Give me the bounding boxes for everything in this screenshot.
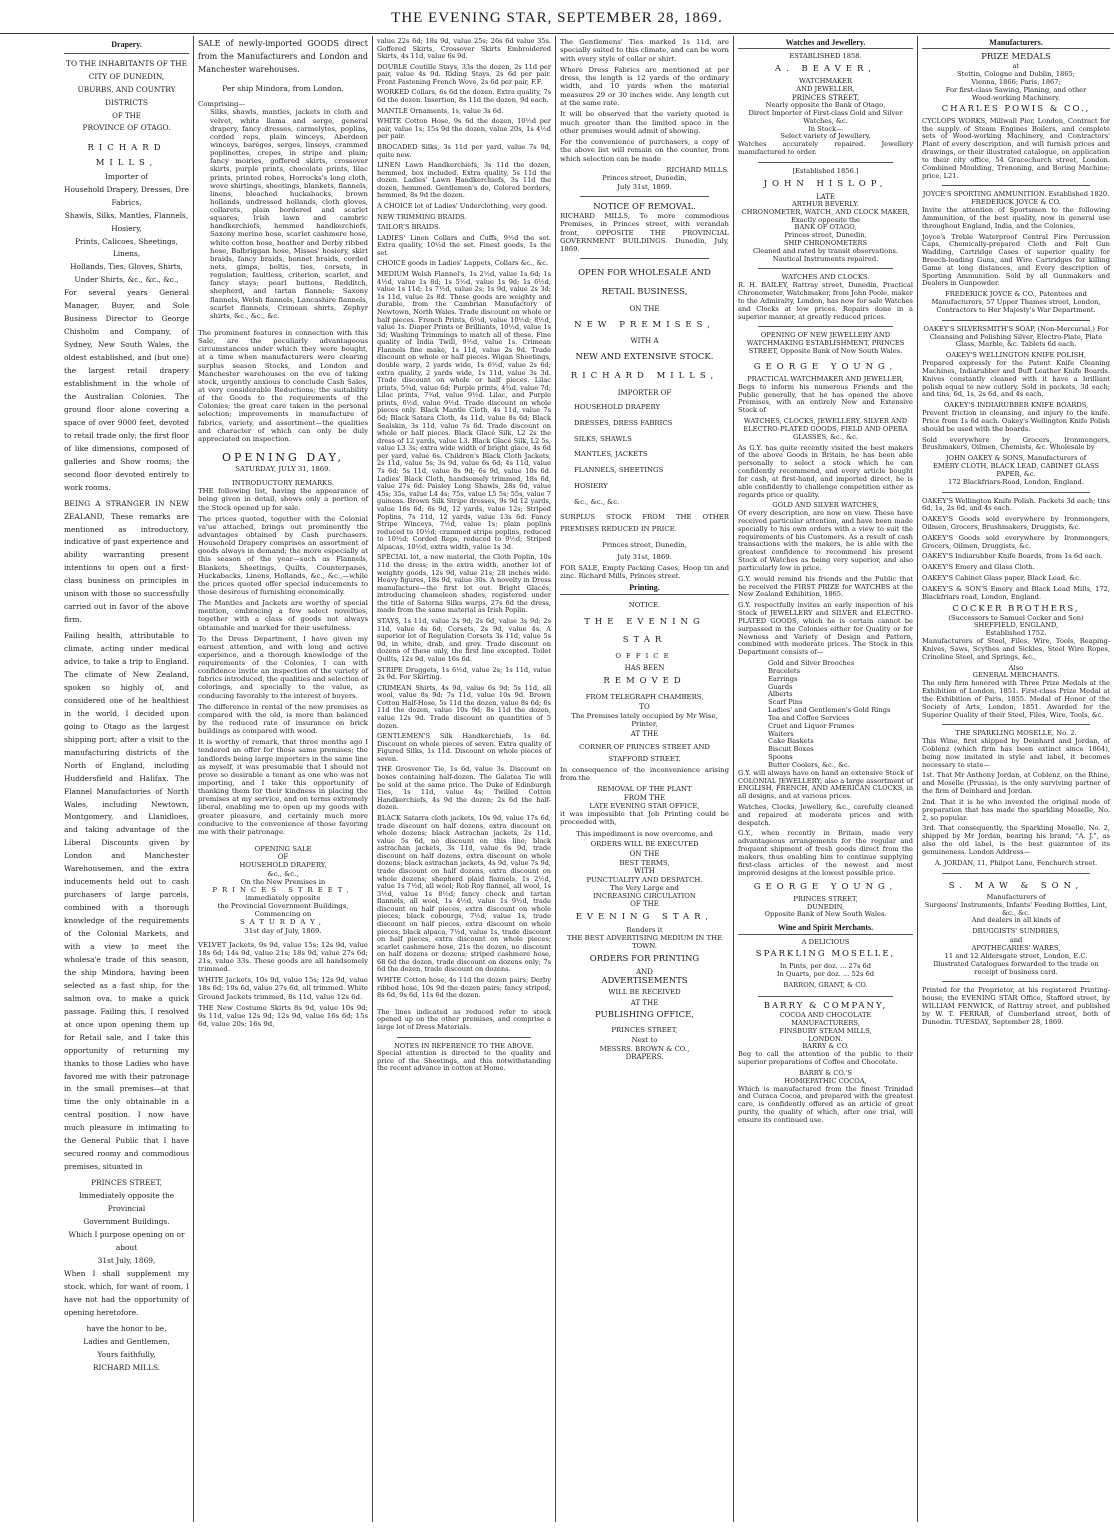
notice-line: AT THE	[630, 998, 659, 1007]
ad-line: PRINCES STREET,	[791, 93, 860, 102]
ad-line: BANK OF OTAGO,	[794, 223, 857, 232]
ad-line: PRACTICAL WATCHMAKER AND JEWELLER,	[747, 374, 904, 383]
ad-line: LONDON.	[808, 1034, 843, 1043]
advertiser-name: S. MAW & SON,	[948, 880, 1084, 891]
closing-line: 31st July, 1869,	[97, 1255, 156, 1265]
paragraph: Where Dress Fabrics are mentioned at per dress, the length is 12 yards of the ordinary width, and 10 yards when the material measures 29 or 30 inches wide. Any length cut at the same rate.	[560, 65, 729, 107]
paragraph: It is worthy of remark, that three months ago I tendered an offer for these same premises; the landlords being large importers in the same line as myself, it was presumable that I should not prove so desirable a tenant as one who was not importing, and I take this opportunity of thanking them for their kindness in placing the premises at my service, and on terms extremely liberal, enabling me to open up my goods with greater pleasure, and certainly much more conducive to the convenience of those favoring me with their patronage.	[198, 738, 368, 836]
notice-line: Next to	[631, 1036, 658, 1045]
column-price-list	[373, 36, 555, 1522]
notice-line: WITH	[634, 867, 655, 876]
ad-line: HOMŒPATHIC COCOA,	[784, 1076, 867, 1085]
notice-line: OF THE	[630, 900, 659, 909]
oakey-item: OAKEY'S Goods sold everywhere by Ironmongers, Oilmen, Grocers, Brushmakers, Druggists, &c.	[922, 515, 1110, 531]
signature-line: RICHARD MILLS.	[92, 1362, 161, 1372]
goods-line: HOSIERY	[574, 482, 608, 491]
paragraph: G.Y. will always have on hand an extensive Stock of COLONIAL JEWELLERY; also a large assortment of ENGLISH, FRENCH, AND AMERICAN CLOCKS, in all designs, and at various prices.	[738, 768, 913, 801]
paragraph: The only firm honored with Three Prize Medals at the Exhibition of London, 1851. First-class Prize Medal at the Exhibition of Paris, 1855. Medal of Honor of the Society of Arts, London, 1851. Awarded for the Superior Quality of their Steel, Files, Wire, Tools, &c.	[922, 679, 1110, 719]
ad-line: BARRY & CO.'S	[799, 1068, 852, 1077]
open-goods-list	[574, 400, 729, 511]
goods-line: MANTLES, JACKETS	[574, 450, 648, 459]
paragraph: The prominent features in connection with this Sale, are the peculiarly advantageous circumstances under which they were bought, at a time when manufacturers were clearing surplus season Stocks, and London and Manchester warehouses on the eve of taking stock, urgently anxious to conclude Cash Sales, at very considerable Reductions; the suitability of the Goods to the requirements of the Colonies; the great care taken in the personal selection; improvements in manufacture of fabrics, variety, and assortment—the qualities and character of which can only be duly appreciated on inspection.	[198, 329, 368, 443]
signature: RICHARD MILLS.	[666, 165, 729, 174]
advertiser-name: SPARKLING MOSELLE,	[755, 949, 896, 960]
ad-title: PRIZE MEDALS	[981, 52, 1051, 63]
ad-line: 172 Blackfriars-Road, London, England.	[948, 477, 1084, 486]
ad-line: DRUGGISTS' SUNDRIES,	[972, 927, 1060, 936]
ad-line: Watches accurately repaired. Jewellery manufactured to order.	[738, 140, 913, 156]
signature-line: have the honor to be,	[86, 1323, 167, 1333]
ad-line: ARTHUR BEVERLY.	[791, 199, 860, 208]
advertiser-name: GEORGE YOUNG,	[753, 361, 898, 372]
paragraph: Begs to inform his numerous Friends and the Public generally, that he has opened the above Premises, with an entirely New and Extensive Stock of	[738, 382, 913, 415]
ad-line: Also	[1008, 663, 1024, 672]
notice-line: ON THE	[629, 850, 660, 859]
price-item: value 22s 6d; 18s 9d, value 25s; 26s 6d value 35s. Goffered Skirts, Crossover Skirts Embroidered Skirts, 4s 11d, value 6s 9d.	[377, 37, 551, 61]
ad-line: APOTHECARIES' WARES,	[971, 944, 1061, 953]
ad-line: Surgeons' Instruments, Infants' Feeding Bottles, Lint, &c., &c.	[924, 900, 1108, 917]
paragraph: Of every description, are now on view. These have received particular attention, and have been made specially to his own orders with a view to suit the requirements of his Customers. As a result of cash transactions with the makers, he is able with the greatest confidence to recommend his present Stock of Watches as being very superior, and also particularly low in price.	[738, 509, 913, 572]
price-item: TAILOR'S BRAIDS.	[377, 223, 441, 232]
sale-line: Commencing on	[254, 910, 312, 919]
paragraph: To the Dress Department, I have given my earnest attention, and with long and active experience, and a thorough knowledge of the requirements of the Colonies, I can with confidence invite an inspection of the variety of fabrics introduced, the qualities and selection of colorings, and specially to the value, as conducing favorably to the interest of buyers.	[198, 634, 368, 700]
notice-line: PUBLISHING OFFICE,	[594, 1009, 695, 1020]
ad-line: MANUFACTURERS,	[791, 1018, 860, 1027]
section-heading: Manufacturers.	[922, 38, 1110, 49]
notice-line: Renders it	[626, 925, 663, 934]
importer-line: Prints, Calicoes, Sheetings, Linens,	[75, 236, 178, 259]
list-item: Scarf Pins	[768, 698, 803, 707]
list-item: Gold and Silver Brooches	[768, 659, 855, 668]
closing-line: Government Buildings.	[83, 1217, 170, 1227]
advertiser-name: JOHN HISLOP,	[763, 178, 888, 189]
price-item: CHOICE goods in Ladies' Lappets, Collars &c., &c.	[377, 259, 549, 268]
price-item: STRIPE Druggets, 1s 6½d, value 2s; 1s 11d, value 2s 9d. For Skirting.	[377, 665, 551, 682]
paragraph: The prices quoted, together with the Colonial va'ue attached, brings out prominently the advantages obtained by Cash purchasers. Household Drapery comprises an assortment of goods always in demand; the more especially at this season of the year—such as Flannels, Blankets, Sheetings, Quilts, Counterpanes, Huckabacks, Linens, Hollands, &c., &c.,—while the prices quoted offer special inducements to those desirous of furnishing economically.	[198, 514, 368, 596]
price-item: BLACK Satarra cloth jackets, 10s 9d, value 17s 6d, trade discount on half dozens, extra discount on whole dozens; black Astrachan jackets, 2s 11d, value 5s 6d, no discount on this line; black astrachan jackets, 3s 11d, value 6s 9d, trade discount on half dozens, extra discount on whole dozens; black astrachan jackets, 4s 9d, value 7s 9d, trade discount on half dozens, extra discount on whole dozens; shepherd plaid flannels, 1s 2½d, value 1s 7½d, all wool; Rob Roy flannel, all wool, 1s 3½d, value 1s 8½d; fancy check and tartan flannels, all wool, 1s 4½d, value 1s 9½d, trade discount on half pieces, extra discount on whole pieces; black cobourgs, 7½d, value 1s, trade discount on half pieces, extra discount on whole pieces; black alpaca, 7½d, value 1s, trade discount on half pieces, extra discount on whole pieces; scarlet cashmere hose, 21s the dozen, no discount on half dozens or dozens; striped cashmere hose, 68 6d the dozen, trade discount on dozens only; 7s 6d the dozen, trade discount on dozens.	[377, 813, 551, 974]
ad-title: THE SPARKLING MOSELLE, No. 2.	[955, 729, 1077, 738]
oakey-item: OAKEY'S Wellington Knife Polish. Packets 3d each; tins 6d, 1s, 2s 6d, and 4s each.	[922, 496, 1110, 513]
paragraph: Prevent friction in cleansing, and injury to the knife. Price from 1s 6d each. Oakey's Wellington Knife Polish should be used with the boards.	[922, 409, 1110, 433]
notice-line: PRINCES STREET,	[611, 1025, 678, 1034]
notice-title: NOTICE.	[628, 600, 661, 609]
established-line: ESTABLISHED 1858.	[789, 52, 862, 61]
price-item: WHITE Cotton Hose, 9s 6d the dozen, 10½d per pair, value 1s; 15s 9d the dozen, value 20s, 1s 4½d per pair.	[377, 117, 551, 141]
closing-line: Immediately opposite the Provincial	[78, 1191, 175, 1214]
opening-date: SATURDAY, JULY 31, 1869.	[235, 464, 331, 473]
notice-line: TO	[639, 703, 650, 712]
notice-line: This impediment is now overcome, and	[576, 829, 713, 838]
list-item: Spoons	[768, 753, 793, 762]
item-costume-skirts: THE New Costume Skirts 8s 9d, value 10s 9d; 9s 11d, value 12s 9d; 12s 9d, value 16s 6d; 15s 6d, value 20s; 16s 9d,	[198, 1003, 368, 1028]
notice-line: ORDERS WILL BE EXECUTED	[590, 840, 699, 849]
paragraph: Sold everywhere by Grocers, Ironmongers, Brushmakers, Oilmen, Chemists, &c. Wholesale by	[922, 435, 1110, 452]
importer-line: Household Drapery, Dresses, Dre Fabrics,	[64, 184, 189, 207]
ad-line: Exactly opposite the	[790, 215, 861, 224]
advertiser-name: COCKER BROTHERS,	[952, 603, 1080, 614]
paragraph: BEING A STRANGER IN NEW ZEALAND, These remarks are mentioned as introductory, indicative of past experience and ability warranting present intentions to open out a first-class business on principles in unison with those so successfully carried out in favor of the above firm.	[64, 498, 189, 625]
sale-line: OPENING SALE	[254, 845, 312, 854]
date-line: July 31st, 1869.	[617, 553, 672, 562]
signature-place: Princes street, Dunedin,	[602, 174, 687, 183]
ad-line: (Successors to Samuel Cocker and Son)	[948, 613, 1084, 622]
notice-line: AT THE	[630, 730, 659, 739]
ad-line: In Stock—	[808, 124, 843, 133]
paragraph: When I shall supplement my stock, which, for want of room, I have not had the opportunity of opening heretofore.	[64, 1268, 189, 1317]
paragraph: Failing health, attributable to climate, acting under medical advice, to take a trip to England. The climate of New Zealand, spoken so highly of, and considered one of he healthiest in the world, I decided upon going to Otago as the largest shipping port; after a visit to the manufacturing districts of the North of England, including Huddersfield and Halifax. The Flannel Manufactories of North Wales, including Newtown, Montgomery, and Llanidloes, and taking advantage of the Liberal Discounts given by London and Manchester Warehousemen, and the extra inducements held out to cash purchasers of large parcels, combined with a thorough knowledge of the requirements of the Colonial Markets, and with a view to meet the wholesa'e trade of this season, the ship Mindora, having been selected as a fast ship, for the salmon ova, to make a quick passage. Failing this, I resolved at once upon opening them up for Retail sale, and I take this opportunity of returning my thanks to those Ladies who have favored me with their patronage in the small premises—at that time the only obtainable in a central position. I now have much pleasure in intimating to the General Public that I have secured roomy and commodious premises, situated in	[64, 631, 189, 1172]
opening-day-heading: OPENING DAY,	[222, 451, 344, 464]
masthead: THE EVENING STAR, SEPTEMBER 28, 1869.	[391, 10, 723, 26]
notice-line: INCREASING CIRCULATION	[593, 892, 696, 901]
paragraph: Invite the attention of Sportsmen to the following Ammunition, of the best quality, now in general use throughout England, India, and the Colonies,	[922, 206, 1110, 230]
ad-line: Cleaned and rated by transit observations. Nautical Instruments repaired.	[753, 246, 898, 263]
ad-line: 11 and 12 Aldersgate street, London, E.C.	[944, 951, 1088, 960]
sale-intro: SALE of newly-imported GOODS direct from the Manufacturers and London and Manchester warehouses.	[198, 39, 368, 74]
paragraph: 2nd. That it is he who invented the original mode of preparation that has made the sparkling Moselle, No. 2, so popular.	[922, 797, 1110, 822]
ad-line: Direct Importer of First-class Gold and Silver Watches, &c.	[748, 108, 903, 125]
sale-line: PRINCES STREET,	[212, 885, 354, 894]
printer-imprint: Printed for the Proprietor, at his registered Printing-house, the EVENING STAR Office, Stafford street, by WILLIAM FENWICK, of Rattray street, and published by W. T. FERRAR, of Cumberland street, both of Dunedin. TUESDAY, September 28, 1869.	[922, 986, 1110, 1026]
ad-line: COCOA AND CHOCOLATE	[779, 1011, 872, 1020]
surplus-line: SURPLUS STOCK FROM THE OTHER PREMISES REDUCED IN PRICE.	[560, 512, 729, 534]
notice-line: OFFICE	[615, 651, 674, 660]
sale-line: On the New Premises in	[240, 877, 326, 886]
ad-line: LATE	[815, 192, 836, 201]
advertiser-name: GEORGE YOUNG,	[753, 882, 898, 893]
paragraph: This Wine, first shipped by Deinhard and Jordan, of Coblenz (which firm has been extinct since 1864), being now imitated in style and label, it becomes necessary to state—	[922, 737, 1110, 769]
column-removal-printing	[556, 36, 733, 1522]
ad-title: OAKEY'S INDIARUBBER KNIFE BOARDS,	[943, 401, 1089, 410]
list-item: Earrings	[768, 674, 798, 683]
price-item: MEDIUM Welsh Flannel's, 1s 2½d, value 1s 6d; 1s 4½d, value 1s 8d; 1s 5½d, value 1s 9d; 1s 6½d, value 1s 11d; 1s 7½d, value 2s; 1s 9d, value 2s 3d; 1s 11d, value 2s 8d. These goods are weighty and durable, from the Cambrian Manufactory of Newtown, North Wales. Trade discount on whole or half pieces. French Prints, 6½d, value 10½d; 8½d, value 1s. Diaper Prints or Brilliants, 10½d, value 1s 3d; Washing Trimmings to match all of these. Fine quality of India Twill, 9½d, value 1s. Crimean Flannels fine make, 1s 11d, value 2s 9d. Trade discount on whole or half pieces. Wigan Sheetings, double warp, 2 yards wide, 1s 6½d, value 2s 6d; extra quality, 2 yards wide, 1s 11d, value 3s 3d. Trade discount on whole or half pieces. Lilac prints, 5¾d, value 6d; Purple prints, 4¾d, value 7d; Lilac prints, 7¾d, value 9½d. Lilac, and Purple prints, 6½d, value 9½d. Trade discount on whole pieces only. Black Mantle Cloth, 4s 11d, value 7s 6d; Black Satara Cloth, 4s 11d, value 8s 6d; Black Sealskin, 3s 11d, value 7s 6d. Trade discount on whole or half pieces. Black Glacé Silk, L2 2s the dress of 12 yards, value L3. Black Glacé Silk, L2 5s, value L3 3s; extra wide width of bright glace, 4s 6d per yard, value 6s. Children's Black Cloth Jackets, 2s 11d, value 5s; 3s 9d, value 6s 6d; 4s 11d, value 7s 6d; 5s 11d, value 8s 9d; 6s 9d, value 10s 6d. Ladies' Black Cloth, handsomely trimmed, 18s 6d, value 27s 6d. Paisley Long Shawls, 28s 6d, value 45s; 35s, value L4 4s; 75s, value L5 5s; 55s, value 7 guineas. Brown Silk Stripe dresses, 9s 9d 12 yards, value 16s 6d; 6s 9d, 12 yards, value 12s; Striped Poplins, 7s 11d, 12 yards, value 13s 6d. Fancy Stripe Winceys, 7½d, value 1s; plain poplins reduced to 10½d; crammed stripe poplins, reduced to 10½d; Corded Reps, reduced to 9½d; Striped Alpacas, 10½d, extra width, value 1s 3d.	[377, 270, 551, 551]
address-line: CITY OF DUNEDIN,	[88, 71, 165, 81]
importer-line: Importer of	[104, 171, 149, 181]
notice-line: HAS BEEN	[624, 663, 665, 672]
ad-title: OAKEY'S WELLINGTON KNIFE POLISH,	[945, 351, 1087, 360]
section-title: WATCHES AND CLOCKS.	[781, 273, 870, 282]
ad-line: PRINCES STREET,	[793, 894, 858, 903]
ad-line: Select variety of Jewellery.	[780, 132, 871, 141]
ad-line: Princes street, Dunedin,	[784, 231, 867, 240]
notes-body: Special attention is directed to the quality and price of the Sheetings, and this notwithstanding the recent advance in cotton at Home.	[377, 1049, 551, 1073]
ad-line: at	[1012, 62, 1020, 71]
open-line: WITH A	[630, 337, 659, 346]
price-item: LADIES' Linen Collars and Cuffs, 9½d the set. Extra quality, 10½d the set. Finest goods, 1s the set.	[377, 233, 551, 257]
paragraph: For several years General Manager, Buyer, and Sole Business Director to George Chisholm and Company, of Sydney, New South Wales, the oldest established, and (but one) the largest retail drapery establishment in the whole of the Australian Colonies. The ground floor alone covering a space of over 9000 feet, devoted to retail trade only; the first floor of like dimensions, composed of galleries and Show rooms; the second floor devoted entirely to work rooms.	[64, 288, 189, 492]
masthead-rule	[0, 33, 1114, 34]
closing-line: Which I purpose opening on or about	[68, 1229, 185, 1252]
section-title: INTRODUCTORY REMARKS.	[232, 479, 334, 488]
section-heading: Drapery.	[64, 38, 189, 54]
paragraph: FREDERICK JOYCE & CO., Patentees and Manufacturers, 57 Upper Thames street, London, Contractors to Her Majesty's War Department.	[931, 290, 1101, 314]
notice-line: In consequence of the inconvenience arising from the	[560, 765, 729, 782]
notice-line: REMOVED	[603, 676, 686, 687]
open-line: NEW AND EXTENSIVE STOCK.	[575, 352, 714, 363]
ad-line: BARRON, GRANT, & CO.	[783, 981, 868, 990]
paragraph: G.Y. would remind his friends and the Public that he received the FIRST PRIZE for WATCHES at the New Zealand Exhibition, 1865.	[738, 574, 913, 599]
ad-line: WATCHMAKER	[798, 77, 852, 86]
ad-line: And dealers in all kinds of	[971, 916, 1061, 925]
paragraph: CYCLOPS WORKS, Millwall Pier, London, Contract for the supply of Steam Engines Boilers, and complete sets of Wood-working Machinery, and Contractors' Plant of every description, and will furnish prices and drawings, or their illustrated catalogue, on application to their city office, 54 Gracechurch street, London. Combined Moulding, Trenoning, and Boring Machine; price, L21.	[922, 116, 1110, 180]
paragraph: It will be observed that the variety quoted is much greater than the limited space in the other premises would admit of showing.	[560, 110, 729, 135]
item-velvet-jackets: VELVET Jackets, 9s 9d, value 15s; 12s 9d, value 18s 6d; 14s 9d, value 21s; 18s 9d, value 27s 6d; 21s, value 33s. These goods are all handsomely trimmed.	[198, 940, 368, 974]
sale-line: &c., &c.,	[267, 869, 299, 878]
ad-line: A. JORDAN, 11, Philpot Lane, Fenchurch street.	[934, 858, 1098, 867]
ad-line: EMERY CLOTH, BLACK LEAD, CABINET GLASS PAPER, &c.	[933, 462, 1099, 478]
list-item: Cake Baskets	[768, 737, 814, 746]
open-line: RETAIL BUSINESS,	[601, 287, 688, 298]
column-watches-wine	[734, 36, 917, 1522]
advertiser-name: BARRY & COMPANY,	[763, 1001, 888, 1012]
ad-line: BARRY & CO.	[802, 1042, 849, 1051]
oakey-item: OAKEY'S & SON'S Emery and Black Lead Mills, 172, Blackfriars road, London, England.	[922, 584, 1110, 601]
notice-line: ORDERS FOR PRINTING	[589, 953, 700, 964]
address-line: UBURBS, AND COUNTRY DISTRICTS	[77, 84, 176, 107]
ad-line: AND JEWELLER,	[796, 85, 855, 94]
paragraph: OAKEY'S SILVERSMITH'S SOAP, (Non-Mercurial,) For Cleansing and Polishing Silver, Electro-Plate, Plate Glass, Marble, &c. Tablets 6d each.	[923, 324, 1109, 349]
removal-body: RICHARD MILLS, To more commodious Premises, in Princes street, with verandah front, OPPOSITE THE PROVINCIAL GOVERNMENT BUILDINGS. Dunedin, July, 1869.	[560, 211, 729, 254]
address-line: PROVINCE OF OTAGO.	[82, 123, 171, 133]
goods-line: HOUSEHOLD DRAPERY	[574, 402, 661, 411]
advertiser-name: A. BEAVER,	[774, 64, 877, 75]
paragraph: The Gentlemens' Ties marked 1s 11d, are specially suited to this climate, and can be worn with every style of collar or shirt.	[560, 38, 729, 63]
goods-line: &c., &c., &c.	[574, 498, 620, 507]
paragraph: R. H. BAILEY, Rattray street, Dunedin, Practical Chronometer, Watchmaker, from John Poole, maker to the Admiralty, London, has now for sale Watches and Clocks at low prices. Repairs done in a superior manner, at greatly reduced prices.	[738, 281, 913, 321]
column-sale-announcement	[194, 36, 372, 1522]
price-item: GENTLEMEN'S Silk Handkerchiefs, 1s 6d. Discount on whole pieces of seven. Extra quality of Figured Silks, 1s 11d. Discount on whole pieces of seven.	[377, 732, 551, 763]
goods-line: SILKS, SHAWLS	[574, 434, 632, 443]
open-line: ON THE	[629, 304, 660, 313]
signature-line: Ladies and Gentlemen,	[83, 1336, 170, 1346]
column-drapery-mills-address	[60, 36, 193, 1522]
section-heading: Wine and Spirit Merchants.	[738, 923, 913, 934]
notice-line: AND	[636, 967, 653, 976]
section-heading: Watches and Jewellery.	[738, 38, 913, 49]
price-item: THE Grosvenor Tie, 1s 6d, value 3s. Discount on boxes containing half-dozen. The Galatea Tie will be sold at the same price. The Duke of Edinburgh Ties, 1s 11d, value 4s; Twilled Cotton Handkerchiefs, 4s 9d the dozen; 2s 6d the half-dozen.	[377, 765, 551, 812]
ad-line: Manufacturers of	[986, 892, 1046, 901]
notice-line: BEST TERMS,	[619, 858, 670, 867]
price-item: A CHOICE lot of Ladies' Underclothing, very good.	[377, 201, 548, 210]
price-line: In Pints, per doz. ... 27s 6d	[779, 962, 872, 971]
price-item: BROCADED Silks, 3s 11d per yard, value 7s 9d, quite new.	[377, 142, 551, 159]
address-line: TO THE INHABITANTS OF THE	[66, 59, 187, 68]
ad-line: GENERAL MERCHANTS.	[972, 671, 1060, 680]
notice-line: MESSRS. BROWN & CO.,	[599, 1044, 690, 1053]
signature-date: July 31st, 1869.	[617, 182, 672, 191]
ship-line: Per ship Mindora, from London.	[222, 84, 344, 94]
for-sale-notice: FOR SALE, Empty Packing Cases, Hoop tin and zinc. Richard Mills, Princes street.	[560, 563, 729, 580]
established-line: [Established 1856.]	[792, 166, 859, 175]
list-item: Cruet and Liquor Frames	[768, 721, 855, 730]
ad-line: Nearly opposite the Bank of Otago,	[765, 101, 886, 110]
ad-title: JOYCE'S SPORTING AMMUNITION. Established 1820.	[922, 190, 1110, 199]
ad-line: CHRONOMETER, WATCH, AND CLOCK MAKER,	[741, 207, 910, 216]
notice-line: The Premises lately occupied by Mr Wise, Printer,	[571, 711, 718, 728]
open-line: IMPORTER OF	[617, 388, 672, 397]
paragraph: 3rd. That consequently, the Sparkling Moselle, No. 2, shipped by Mr Jordan, bearing his brand, "A. J.", as also the old label, is the best guarantee of its genuineness. London Address—	[922, 824, 1110, 856]
jewellery-list	[738, 660, 913, 770]
notice-line: PUNCTUALITY AND DESPATCH.	[586, 875, 703, 884]
advertiser-name: RICHARD MILLS,	[87, 143, 166, 168]
open-line: OPEN FOR WHOLESALE AND	[578, 268, 711, 279]
sale-line: the Provincial Government Buildings,	[217, 902, 349, 911]
price-item: STAYS, 1s 11d, value 2s 9d; 2s 6d, value 3s 9d; 2s 11d, value 4s 6d; Corsets, 2s 9d, value 4s. A superior lot of Regulation Corsets 3s 11d, value 5s 9d, in white, drab, and grey. Trade discount on dozens of these only, the first line excepted. Toilet Quilts, 12s 9d, value 16s 6d.	[377, 617, 551, 663]
sale-line: SATURDAY,	[240, 918, 326, 927]
ad-line: Opposite Bank of New South Wales.	[764, 910, 887, 919]
advertiser-name: CHARLES POWIS & CO.,	[941, 104, 1091, 115]
paragraph: As G.Y. has quite recently visited the best makers of the above Goods in Britain, he has been able personally to select a stock which he can confidently recommend, and every article bought for cash, at first-hand, and imported direct, he is able confidently to challenge competition either as regards price or quality.	[738, 443, 913, 499]
notice-line: FROM THE	[623, 793, 666, 802]
removal-title: NOTICE OF REMOVAL.	[593, 201, 696, 212]
paragraph: Illustrated Catalogues forwarded to the trade on receipt of business card.	[933, 959, 1099, 976]
notice-line: it was impossible that Job Printing could be proceeded with,	[560, 810, 729, 827]
oakey-item: OAKEY'S Indiarubber Knife Boards, from 1s 6d each.	[922, 552, 1103, 561]
ad-line: DUNEDIN,	[806, 902, 845, 911]
lines-note: The lines indicated as reduced refer to stock opened up on the other premises, and comprise a large lot of Dress Materials.	[377, 1007, 551, 1031]
price-item: CRIMEAN Shirts, 4s 9d, value 6s 9d; 5s 11d, all wool, value 8s 9d; 7s 11d, value 10s 9d. Brown Cotton Half-Hose, 5s 11d the dozen, value 8s 6d; 6s 11d the dozen, value 10s 9d; 8s 11d the dozen, value 12s 9d. Trade discount on quantities of 5 dozen.	[377, 683, 551, 730]
section-title: NOTES IN REFERENCE TO THE ABOVE.	[394, 1041, 534, 1050]
price-line: In Quarts, per doz. ... 52s 6d	[776, 970, 875, 979]
price-item: LINEN Lawn Handkerchiefs, 3s 11d the dozen, hemmed, box included. Extra quality, 5s 11d the dozen. Ladies' Lawn Handkerchiefs, 3s 11d the dozen, hemmed. Gentlemen's do, Colored borders, hemmed, 8s 9d the dozen.	[377, 161, 551, 200]
paragraph: Prepared expressly for the Patent Knife Cleaning Machines, Indiarubber and Buff Leather Knife Boards. Knives constantly cleaned with it have a brilliant polish equal to new cutlery. Sold in packets, 3d each; and tins, 6d, 1s, 2s 6d, and 4s each.	[922, 359, 1110, 399]
notice-line: WILL BE RECEIVED	[608, 988, 681, 997]
open-line: NEW PREMISES,	[574, 319, 715, 330]
paragraph: Joyce's Treble Waterproof Central Fire Percussion Caps, Chemically-prepared Cloth and Felt Gun Wadding, Cartridge Cases of superior quality for Breech-loading Guns, and Wire Cartridges for killing Game at long distances, and Every description of Sporting Ammunition. Sold by all Gunmakers and Dealers in Gunpowder.	[922, 232, 1110, 288]
paragraph: THE following list, having the appearance of being given in detail, shows only a portion of the Stock opened up for sale.	[198, 487, 368, 512]
ad-line: A DELICIOUS	[801, 937, 850, 946]
ad-line: Wood-working Machinery.	[971, 93, 1061, 102]
comprising-label: Comprising—	[198, 100, 246, 109]
section-heading: Printing.	[560, 583, 729, 595]
list-item: Alberts	[768, 690, 793, 699]
ad-line: and	[1009, 936, 1023, 945]
section-title: GOLD AND SILVER WATCHES,	[772, 501, 879, 510]
oakey-item: OAKEY'S Goods sold everywhere by Ironmongers, Grocers, Oilmen, Druggists, &c.	[922, 533, 1110, 550]
ad-line: Stettin, Cologne and Dublin, 1865;	[956, 70, 1076, 79]
paragraph: The Mantles and Jackets are worthy of special mention, embracing a few select novelties, together with a class of goods not always obtainable and marked for their usefulness.	[198, 599, 368, 632]
paragraph: WATCHES, CLOCKS, JEWELLERY, SILVER AND ELECTRO-PLATED GOODS, FIELD AND OPERA GLASSES, &c., &c.	[743, 417, 908, 441]
importer-line: Hollands, Ties, Gloves, Shirts,	[70, 262, 183, 272]
notice-line: The Very Large and	[610, 883, 679, 892]
importer-line: Shawls, Silks, Mantles, Flannels, Hosiery,	[64, 210, 189, 233]
notice-line: THE EVENING STAR	[584, 616, 705, 646]
ad-line: FINSBURY STEAM MILLS,	[779, 1026, 872, 1035]
price-item: NEW TRIMMING BRAIDS.	[377, 212, 467, 221]
paragraph: Watches, Clocks, Jewellery, &c., carefully cleaned and repaired at moderate prices and with despatch.	[738, 802, 913, 827]
goods-list: Silks, shawls, mantles, jackets in cloth and velvet, white llama and serge, general drapery, fancy dresses, carmelytes, poplins, corded reps, plain winceys, Aberdeen winceys, barèges, serges, linseys, crammed poplinettes, crepes, in stripe and plain; fancy moiries, goffered skirts, crossover skirts, purple prints, chocolate prints, lilac prints, printed robes, Horrocks's long cloth, wove shirtings, sheetings, blankets, flannels, linens, bleached huckabacks, brown hollands, undressed hollands, cloth gloves, collarets, plain bordered and scarlet squares, Irish lawn and cambric handkerchiefs, hemmed handkerchiefs, Saxony merino hose, scarlet cashmere hose, white cotton hose, heather and Derby ribbed hose, Balbriggan hose, Misses' hosiery, skirt braids, fancy braids, bonnet braids, corded nets, gimps, boltis, ties, corsets, in regulation, faultless, criterion, scarlet, and fancy stays; pearl buttons, Redditch, shepherd, and tartan flannels; Saxony flannels, Welsh flannels, Lancashire flannels, scarlet flannels, Crimean shirts, Zephyr shirts, &c., &c., &c.	[210, 108, 368, 320]
list-item: Ladies' and Gentlemen's Gold Rings	[768, 706, 891, 715]
price-item: SPECIAL lot, a new material, the Cloth Poplin, 10s 11d the dress; in the extra width, another lot of weighty goods, 12s 9d, value 21s; 28 inches wide. Heavy figures, 18s 9d, value 30s. A novelty in Dress manufacture—the first lot out. Bright Glacés, introducing chameleon shades, registered under the title of Saterna Silks warps, 27s 6d the dress, made from the same material as Irish Poplin.	[377, 553, 551, 615]
price-item: MANTLE Ornaments, 1s, value 3s 6d.	[377, 106, 504, 115]
signature-line: Yours faithfully,	[97, 1349, 156, 1359]
address-line: OF THE	[112, 111, 141, 120]
oakey-item: OAKEY'S Cabinet Glass paper, Black Lead, &c.	[922, 574, 1082, 583]
sale-line: 31st day of July, 1869.	[244, 926, 322, 935]
paragraph: 1st. That Mr Anthony Jordan, at Coblenz, on the Rhine, and Moselle (Prussia), is the only surviving partner of the firm of Deinhard and Jordan.	[922, 771, 1110, 796]
ad-line: Vienna, 1866; Paris, 1867;	[971, 77, 1061, 86]
oakey-item: OAKEY'S Emery and Glass Cloth.	[922, 563, 1035, 572]
price-item: WHITE Cotton hose, 4s 11d the dozen pairs; Derby ribbed hose, 10s 9d the dozen pairs; fancy striped, 8s 6d, 9s 6d, 11s 6d the dozen.	[377, 976, 551, 1000]
paragraph: Beg to call the attention of the public to their superior preparations of Coffee and Chocolate.	[738, 1050, 913, 1067]
column-manufacturers	[918, 36, 1114, 1522]
list-item: Waiters	[768, 729, 794, 738]
place-line: Princes street, Dunedin,	[602, 540, 687, 549]
notice-line: DRAPERS.	[625, 1052, 664, 1061]
paragraph: OPENING OF NEW JEWELLERY AND WATCHMAKING ESTABLISHMENT, PRINCES STREET, Opposite Bank of New South Wales.	[746, 331, 905, 356]
notice-line: ADVERTISEMENTS	[601, 975, 688, 986]
price-item: WORKED Collars, 6s 6d the dozen. Extra quality, 7s 6d the dozen. Insertion, 8s 11d the dozen, 9d each.	[377, 88, 551, 105]
paragraph: The difference in rental of the new premises as compared with the old, is more than balanced by the reduced rate of insurance on brick buildings as compared with wood.	[198, 702, 368, 736]
ad-line: SHIP CHRONOMETERS	[783, 238, 868, 247]
list-item: Guards	[768, 682, 793, 691]
list-item: Bracelets	[768, 666, 801, 675]
notice-line: EVENING STAR,	[575, 911, 714, 922]
ad-line: Established 1752.	[985, 629, 1047, 638]
price-item: DOUBLE Coutille Stays, 33s the dozen, 2s 11d per pair, value 4s 9d. Riding Stays, 2s 6d per pair. Front Fastening French Wove, 2s 6d per pair, F.F.	[377, 62, 551, 86]
open-line: RICHARD MILLS,	[570, 371, 719, 382]
ad-line: For first-class Sawing, Planing, and other	[945, 85, 1087, 94]
paragraph: G.Y., when recently in Britain, made very advantageous arrangements for the regular and frequent shipment of fresh goods direct from the makers, thus enabling him to continue supplying first-class articles of the newest and most improved designs at the lowest possible price.	[738, 829, 913, 877]
paragraph: Manufacturers of Steel, Files, Wire, Tools, Reaping-Knives, Saws, Scythes and Sickles, Steel Wire Ropes, Crinoline Steel, and Springs, &c.,	[922, 637, 1110, 661]
sale-line: immediately opposite	[245, 893, 321, 902]
paragraph: For the convenience of purchasers, a copy of the above list will remain on the counter, from which selection can be made	[560, 138, 729, 163]
paragraph: Which is manufactured from the finest Trinidad and Curaca Cocoa, and prepared with the greatest care, is confidently offered as an article of great purity, the quality of which, after one trial, will ensure its continued use.	[738, 1084, 913, 1124]
importer-line: Under Shirts, &c., &c., &c.,	[74, 275, 179, 285]
sale-line: OF	[277, 853, 289, 862]
goods-line: DRESSES, DRESS FABRICS	[574, 418, 673, 427]
list-item: Tea and Coffee Services	[768, 713, 850, 722]
item-white-jackets: WHITE Jackets, 10s 9d, value 15s; 12s 9d, value 18s 6d; 19s 6d, value 27s 6d, all trimmed. White Ground Jackets trimmed, 8s 11d, value 12s 6d.	[198, 976, 368, 1001]
ad-line: SHEFFIELD, ENGLAND,	[973, 621, 1059, 630]
sale-line: HOUSEHOLD DRAPERY,	[239, 861, 327, 870]
paragraph: G.Y. respectfully invites an early inspection of his Stock of JEWELLERY and SILVER and ELECTRO-PLATED GOODS, which he is certain cannot be surpassed in the Colonies either for Quality or for Newness and Variety of Design and Pattern, combined with moderate prices. The Stock in this Department consists of—	[738, 601, 913, 657]
list-item: Biscuit Boxes	[768, 745, 814, 754]
list-item: Butter Coolers, &c., &c.	[768, 760, 850, 769]
notice-line: THE BEST ADVERTISING MEDIUM IN THE TOWN.	[566, 934, 723, 951]
goods-line: FLANNELS, SHEETINGS	[574, 466, 664, 475]
closing-line: PRINCES STREET,	[91, 1178, 162, 1188]
notice-line: FROM TELEGRAPH CHAMBERS,	[585, 692, 704, 701]
ad-line: JOHN OAKEY & SONS, Manufacturers of	[945, 454, 1087, 463]
notice-line: REMOVAL OF THE PLANT	[597, 785, 692, 794]
notice-line: CORNER OF PRINCES STREET AND STAFFORD STREET.	[579, 742, 710, 764]
notice-line: LATE EVENING STAR OFFICE,	[589, 801, 700, 810]
ad-line: FREDERICK JOYCE & CO.	[971, 198, 1061, 207]
